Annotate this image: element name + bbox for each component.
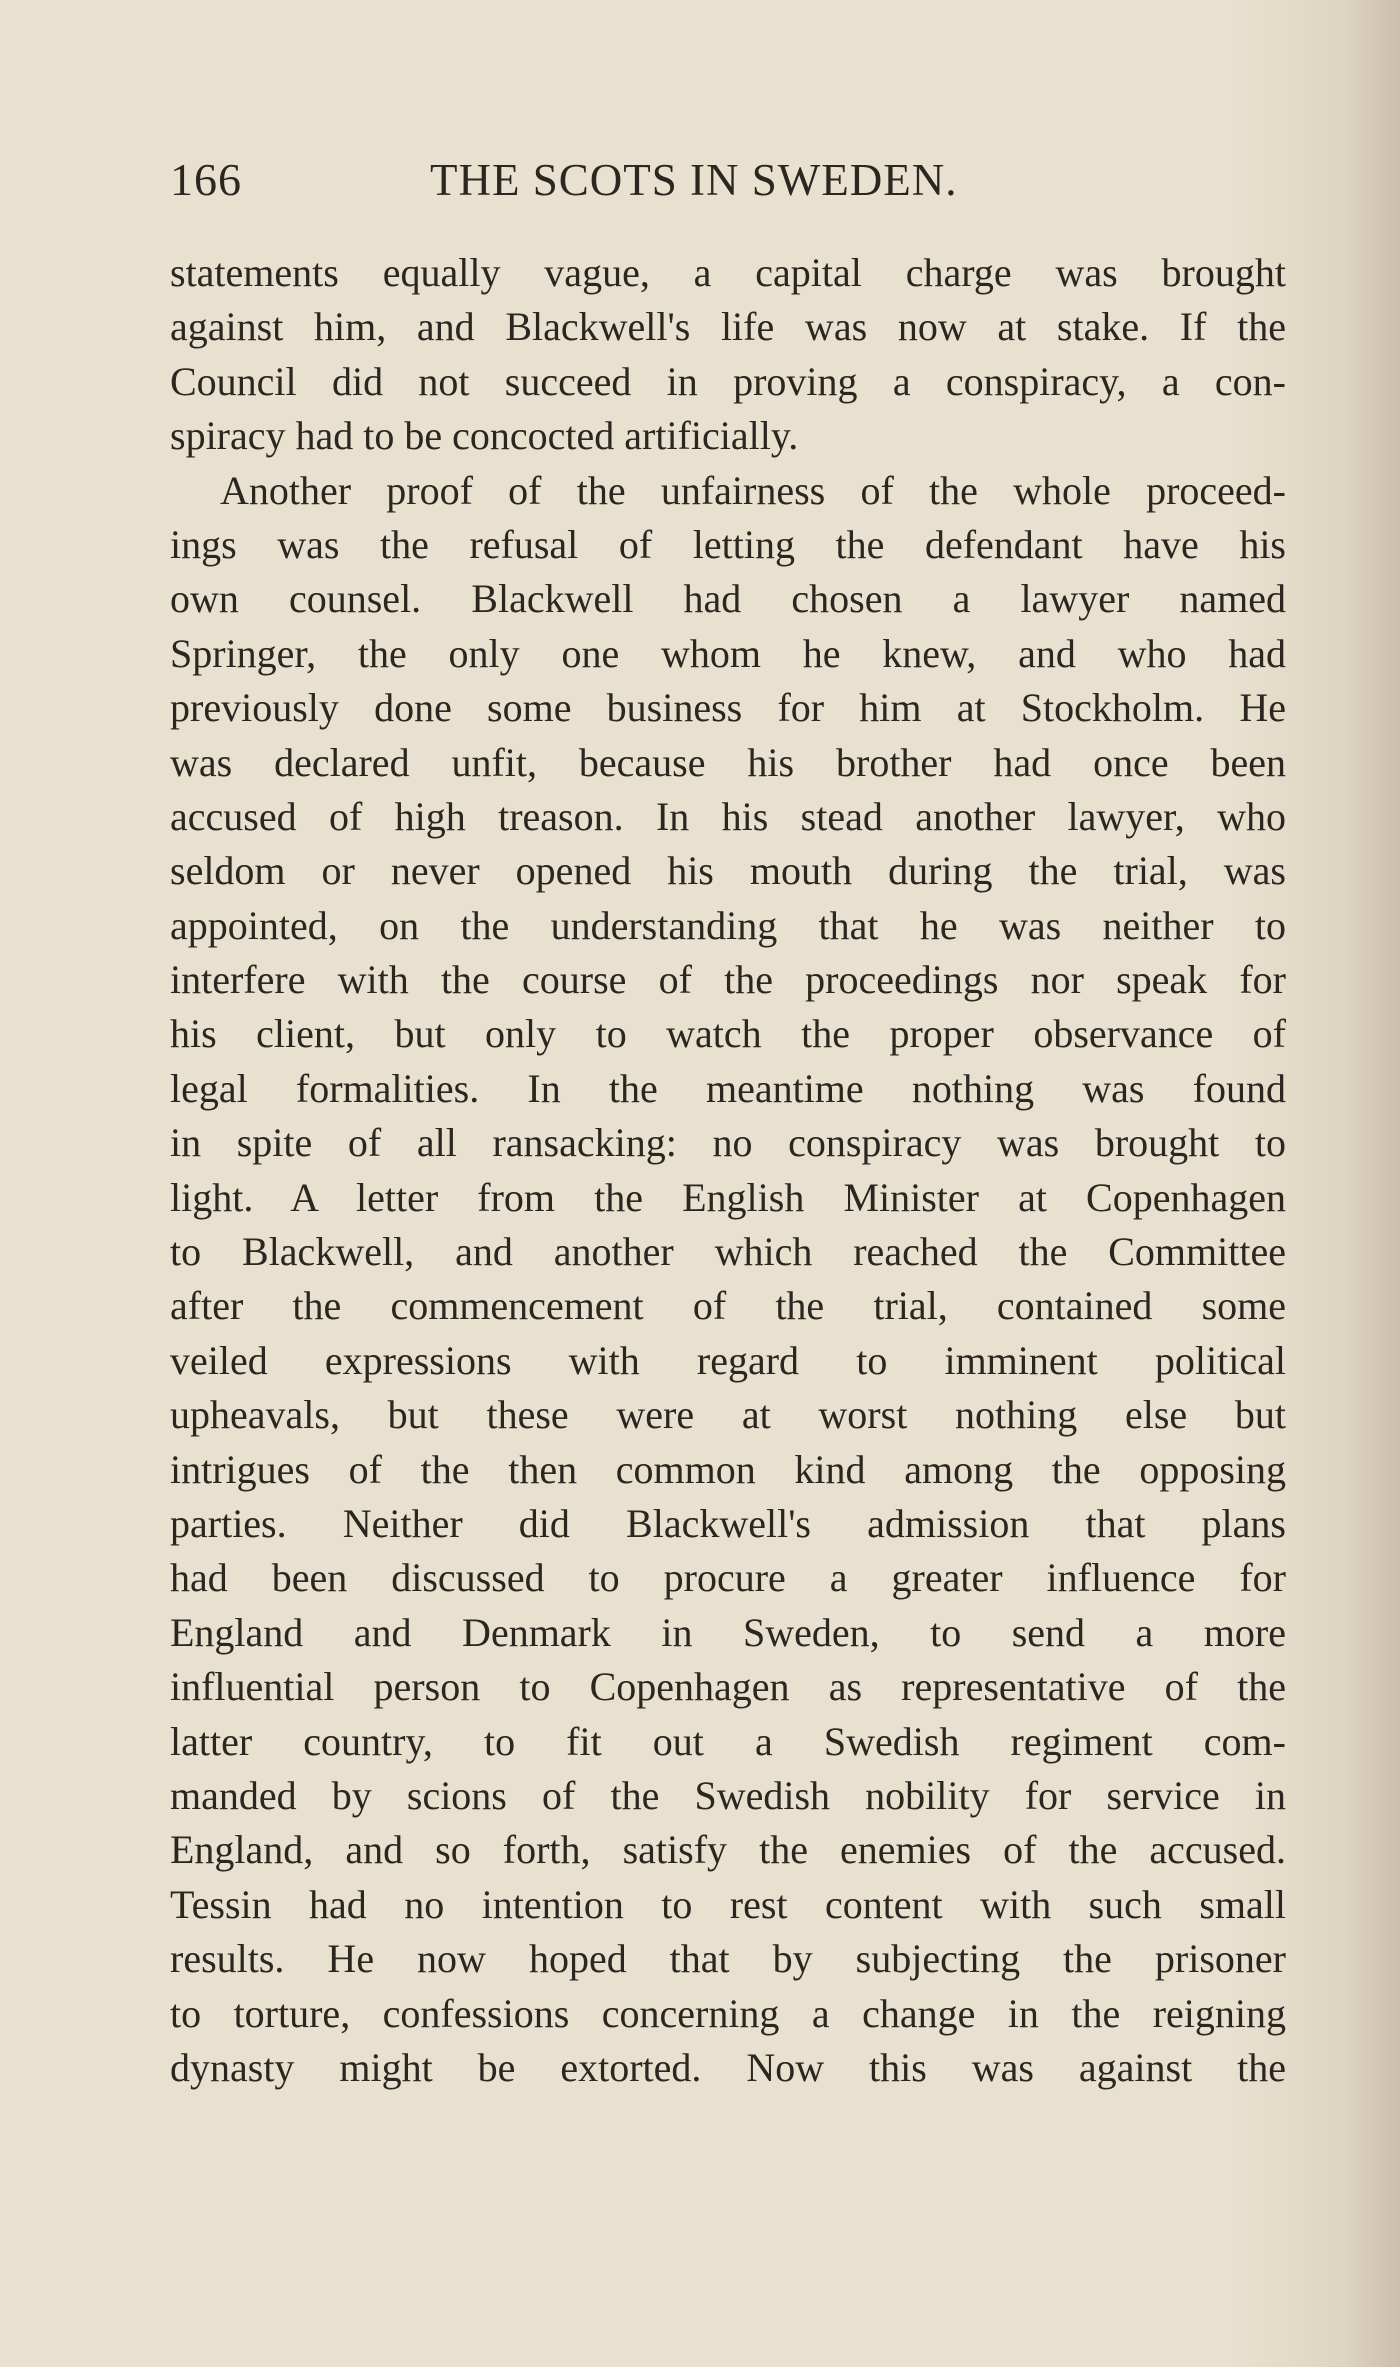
paragraph-2 <box>170 464 1286 2096</box>
running-title: THE SCOTS IN SWEDEN. <box>430 155 958 205</box>
page-number: 166 <box>170 154 242 205</box>
text-line: his client, but only to watch the proper observance of <box>170 1011 1286 1057</box>
text-line: own counsel. Blackwell had chosen a lawyer named <box>170 576 1286 622</box>
text-line: parties. Neither did Blackwell's admission that plans <box>170 1500 1286 1546</box>
text-line: after the commencement of the trial, contained some <box>170 1283 1286 1329</box>
paragraph-1 <box>170 246 1286 464</box>
text-line: England and Denmark in Sweden, to send a more <box>170 1609 1286 1655</box>
text-line: statements equally vague, a capital charge was brought <box>170 250 1286 295</box>
text-line: against him, and Blackwell's life was now at stake. If the <box>170 304 1286 350</box>
text-line: had been discussed to procure a greater influence for <box>170 1555 1286 1601</box>
text-line: accused of high treason. In his stead another lawyer, who <box>170 793 1286 839</box>
text-line: seldom or never opened his mouth during the trial, was <box>170 848 1286 894</box>
body-text <box>170 246 1286 2095</box>
text-line: legal formalities. In the meantime nothing was found <box>170 1065 1286 1111</box>
text-line: in spite of all ransacking: no conspiracy was brought to <box>170 1120 1286 1166</box>
text-line: manded by scions of the Swedish nobility for service in <box>170 1772 1286 1818</box>
text-line: latter country, to fit out a Swedish regiment com- <box>170 1718 1286 1764</box>
text-line: previously done some business for him at Stockholm. He <box>170 685 1286 731</box>
text-line: Tessin had no intention to rest content with such small <box>170 1881 1286 1927</box>
text-line: spiracy had to be concocted artificially. <box>170 413 799 459</box>
page-header <box>170 150 1290 210</box>
text-line: Another proof of the unfairness of the whole proceed- <box>220 467 1286 513</box>
text-line: interfere with the course of the proceedings nor speak for <box>170 957 1286 1003</box>
text-line: intrigues of the then common kind among the opposing <box>170 1446 1286 1492</box>
text-line: Council did not succeed in proving a conspiracy, a con- <box>170 358 1286 404</box>
text-line: light. A letter from the English Minister at Copenhagen <box>170 1174 1286 1220</box>
text-line: to torture, confessions concerning a change in the reigning <box>170 1990 1286 2036</box>
text-line: veiled expressions with regard to imminent political <box>170 1337 1286 1383</box>
text-line: ings was the refusal of letting the defendant have his <box>170 521 1286 567</box>
text-line: England, and so forth, satisfy the enemies of the accused. <box>170 1827 1286 1873</box>
text-line: results. He now hoped that by subjecting the prisoner <box>170 1936 1286 1982</box>
text-line: dynasty might be extorted. Now this was against the <box>170 2044 1286 2090</box>
text-line: influential person to Copenhagen as representative of the <box>170 1664 1286 1710</box>
text-line: upheavals, but these were at worst nothing else but <box>170 1392 1286 1438</box>
text-line: was declared unfit, because his brother had once been <box>170 739 1286 785</box>
text-line: to Blackwell, and another which reached the Committee <box>170 1229 1286 1275</box>
text-line: Springer, the only one whom he knew, and who had <box>170 630 1286 676</box>
text-line: appointed, on the understanding that he was neither to <box>170 902 1286 948</box>
